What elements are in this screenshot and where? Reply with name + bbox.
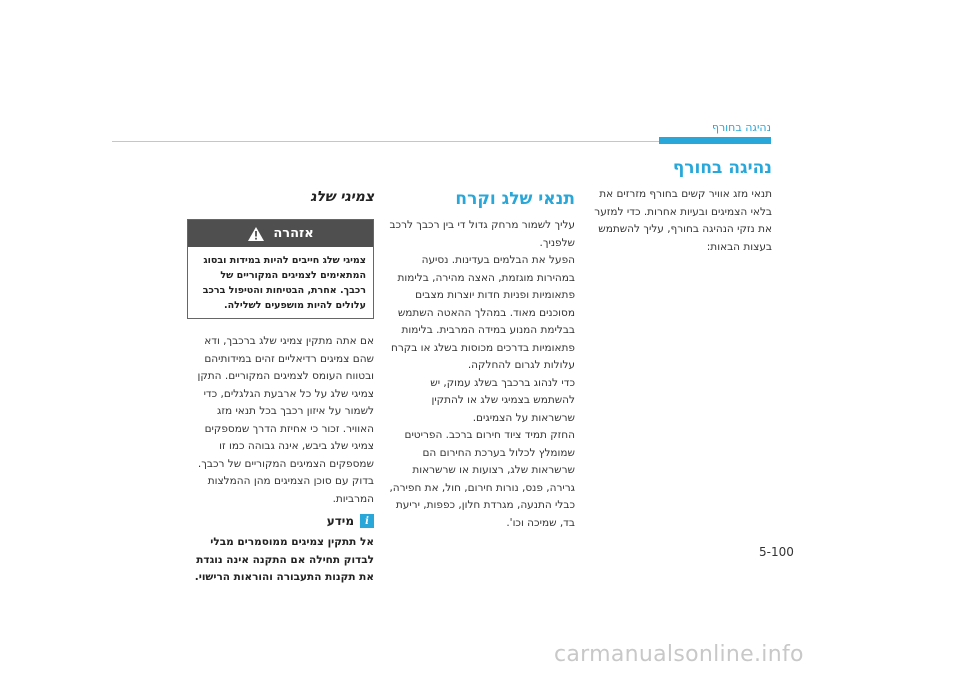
watermark: carmanualsonline.info [554,642,804,667]
warning-triangle-icon [247,226,265,242]
page-number: 5-100 [759,545,794,559]
column-winter-tires [187,189,374,587]
section-title: נהיגה בחורף [672,158,772,178]
warning-text: צמיגי שלג חייבים להיות במידות ובסוג המתאימים לצמיגים המקוריים של רכבך. אחרת, הבטיחות והטיפול ברכב עלולים להיות מושפעים לשלילה. [202,255,366,311]
snow-ice-paragraph: עליך לשמור מרחק גדול די בין רכבך לרכב שלפניך. [389,219,575,249]
warning-title: אזהרה [273,226,314,241]
info-icon: i [360,514,374,528]
winter-tires-title: צמיגי שלג [310,189,374,205]
snow-ice-paragraph: כדי לנהוג ברכבך בשלג עמוק, יש להשתמש בצמיגי שלג או להתקין שרשראות על הצמיגים. [430,376,575,424]
snow-ice-title: תנאי שלג וקרח [455,189,575,209]
section-intro: תנאי מזג אוויר קשים בחורף מזרזים את בלאי הצמיגים ובעיות אחרות. כדי למזער את נזקי הנהיגה בחורף, עליך להשתמש בעצות הבאות: [594,188,772,253]
note-text: אל תתקין צמיגים ממוסמרים מבלי לבדוק תחילה אם התקנה אינה נוגדת את תקנות התעבורה והוראות הרישוי. [194,536,374,583]
column-intro [585,158,772,256]
header-accent-bar [659,137,771,144]
warning-header [188,220,373,247]
note-header [187,514,374,528]
warning-box [187,219,374,319]
snow-ice-paragraph: החזק תמיד ציוד חירום ברכב. הפריטים שמומלץ לכלול בערכת החירום הם שרשראות שלג, רצועות או שרשראות גרירה, פנס, נורות חירום, חול, את חפירה, כבלי התנעה, מגרדת חלון, כפפות, יריעת בד, שמיכה וכו'. [389,429,575,529]
note-title: מידע [326,514,354,528]
header-rule [112,141,659,142]
column-snow-ice [388,189,575,532]
winter-tires-paragraph: אם אתה מתקין צמיגי שלג ברכבך, ודא שהם צמיגים רדיאליים זהים במידותיהם ובטווח העומס לצמיגים המקוריים. התקן צמיגי שלג על כל ארבעת הגלגלים, כדי לשמור על איזון רכבך בכל תנאי מזג האוויר. זכור כי אחיזת הדרך שמספקים צמיגי שלג ביבש, אינה גבוהה כמו זו שמספקים הצמיגים המקוריים של רכבך. בדוק עם סוכן הצמיגים מהן ההמלצות המרביות. [197,335,374,505]
running-header: נהיגה בחורף [711,121,771,134]
snow-ice-paragraph: הפעל את הבלמים בעדינות. נסיעה במהירות מוגזמת, האצה מהירה, בלימות פתאומיות ופניות חדות יוצרות מצבים מסוכנים מאוד. במהלך ההאטה השתמש בבלימת המנוע במידה המרבית. בלימות פתאומיות בדרכים מכוסות בשלג או בקרח עלולות לגרום להחלקה. [391,254,575,371]
